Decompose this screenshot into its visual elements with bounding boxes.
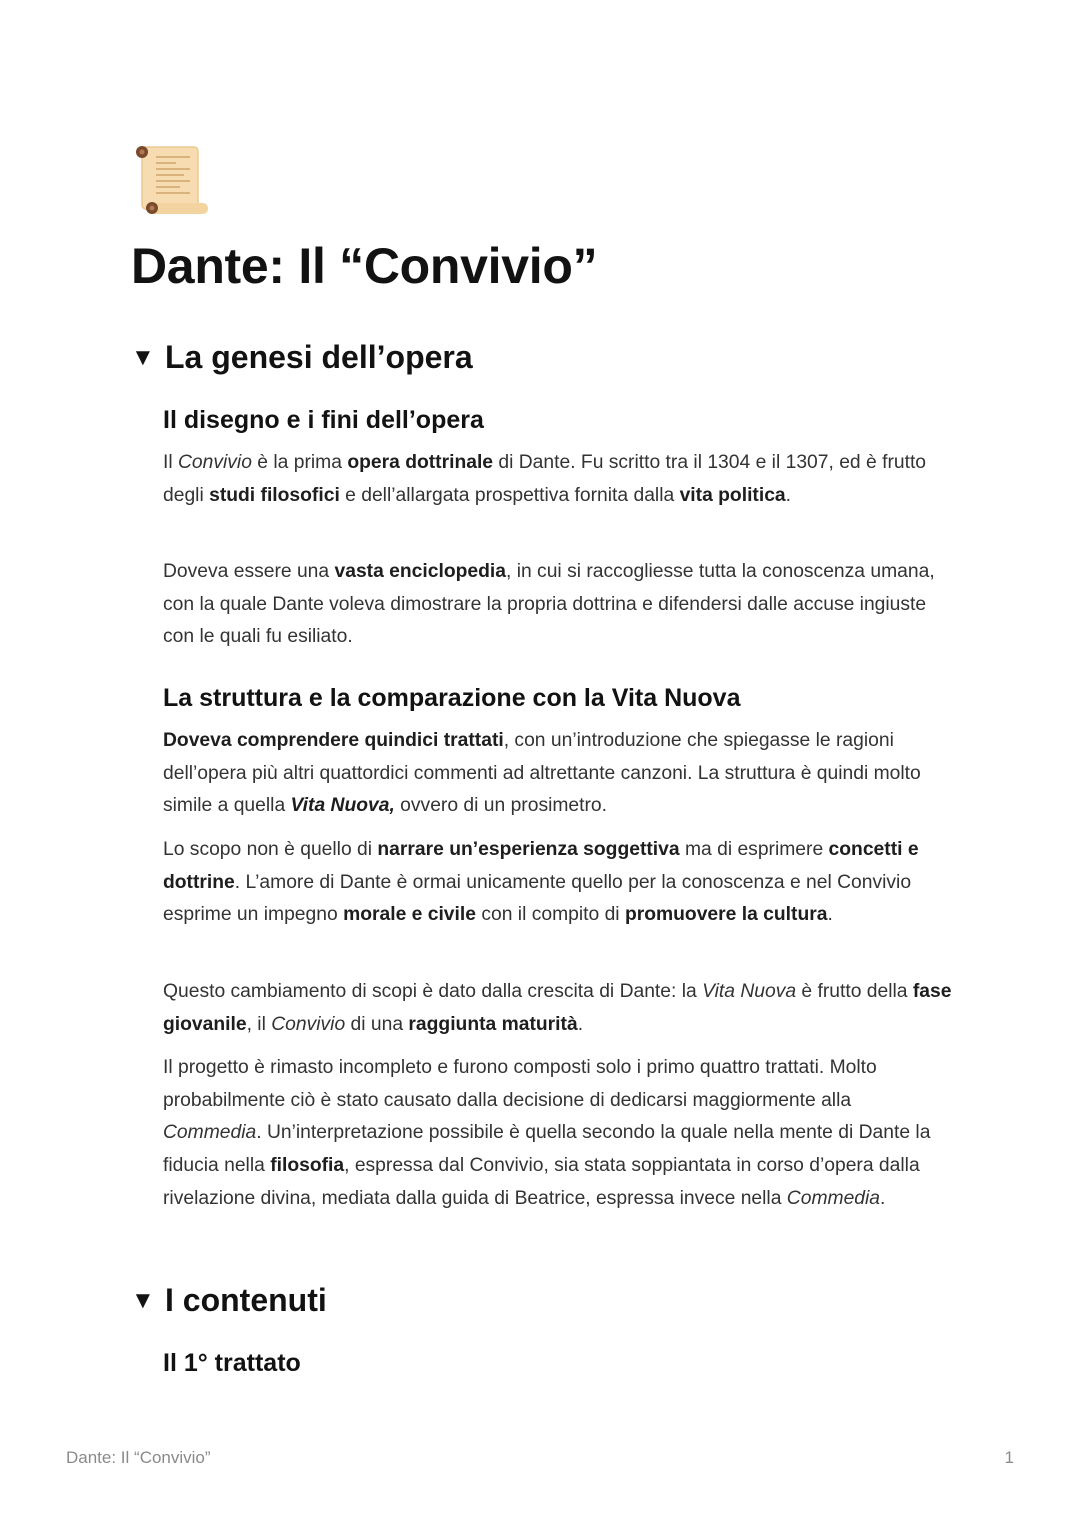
- triangle-down-icon[interactable]: ▼: [131, 1287, 155, 1314]
- paragraph-convivio-intro: Il Convivio è la prima opera dottrinale di Dante. Fu scritto tra il 1304 e il 1307, ed è frutto degli studi filosofici e dell’allargata prospettiva fornita dalla vita politica.: [163, 452, 927, 506]
- paragraph-scopo: Lo scopo non è quello di narrare un’esperienza soggettiva ma di esprimere concetti e dottrine. L’amore di Dante è ormai unicamente quello per la conoscenza e nel Convivio esprime un impegno morale e civile con il compito di promuovere la cultura.: [163, 839, 919, 926]
- paragraph-struttura: Doveva comprendere quindici trattati, con un’introduzione che spiegasse le ragioni dell’opera più altri quattordici commenti ad altrettante canzoni. La struttura è quindi molto simile a quella Vita Nuova, ovvero di un prosimetro.: [163, 730, 921, 817]
- subsection-heading-trattato-1: Il 1° trattato: [163, 1349, 301, 1377]
- section-heading: I contenuti: [165, 1282, 327, 1318]
- paragraph-cambiamento: Questo cambiamento di scopi è dato dalla crescita di Dante: la Vita Nuova è frutto della fase giovanile, il Convivio di una raggiunta maturità.: [163, 981, 952, 1035]
- paragraph-enciclopedia: Doveva essere una vasta enciclopedia, in cui si raccogliesse tutta la conoscenza umana, con la quale Dante voleva dimostrare la propria dottrina e difendersi dalle accuse ingiuste con le quali fu esiliato.: [163, 561, 935, 648]
- paragraph-progetto: Il progetto è rimasto incompleto e furono composti solo i primo quattro trattati. Molto probabilmente ciò è stato causato dalla decisione di dedicarsi maggiormente alla Commedia. Un’interpretazione possibile è quella secondo la quale nella mente di Dante la fiducia nella filosofia, espressa dal Convivio, sia stata soppiantata in corso d’opera dalla rivelazione divina, mediata dalla guida di Beatrice, espressa invece nella Commedia.: [163, 1057, 931, 1209]
- footer-page-number: 1: [1004, 1448, 1014, 1467]
- subsection-heading-struttura: La struttura e la comparazione con la Vita Nuova: [163, 684, 741, 712]
- toggle-section-contenuti[interactable]: [131, 1280, 327, 1321]
- section-heading: La genesi dell’opera: [165, 339, 473, 375]
- scroll-icon: [130, 143, 210, 217]
- page-title: Dante: Il “Convivio”: [131, 238, 598, 294]
- subsection-heading-disegno: Il disegno e i fini dell’opera: [163, 406, 484, 434]
- scroll-icon-graphic: [130, 143, 210, 217]
- toggle-section-genesi[interactable]: [131, 337, 473, 378]
- triangle-down-icon[interactable]: ▼: [131, 344, 155, 371]
- footer-document-title: Dante: Il “Convivio”: [66, 1448, 211, 1467]
